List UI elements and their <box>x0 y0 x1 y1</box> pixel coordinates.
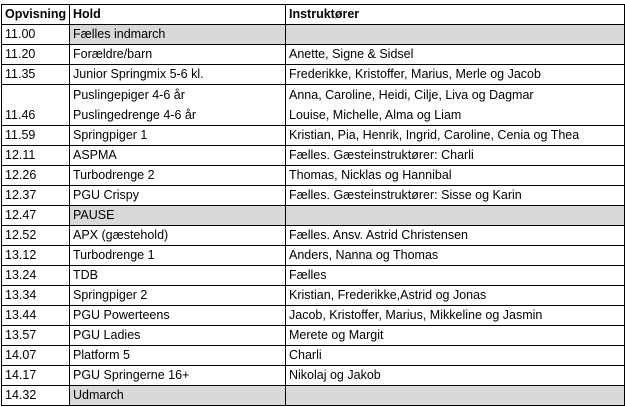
header-instructors: Instruktører <box>286 5 625 25</box>
table-row <box>2 65 625 85</box>
time-cell: 12.26 <box>2 166 70 186</box>
instructors-cell: Jacob, Kristoffer, Marius, Mikkeline og Jasmin <box>286 306 625 326</box>
team-line: Puslingepiger 4-6 år <box>73 88 185 102</box>
team-cell: Springpiger 1 <box>70 126 286 146</box>
table-row <box>2 206 625 226</box>
team-cell: APX (gæstehold) <box>70 226 286 246</box>
table-row <box>2 85 625 126</box>
instructors-cell: Frederikke, Kristoffer, Marius, Merle og Jacob <box>286 65 625 85</box>
table-row <box>2 266 625 286</box>
instructors-cell <box>286 25 625 45</box>
team-cell <box>70 85 286 126</box>
table-row <box>2 166 625 186</box>
table-row <box>2 226 625 246</box>
instructors-line: Louise, Michelle, Alma og Liam <box>289 108 462 122</box>
table-row <box>2 366 625 386</box>
instructors-cell: Nikolaj og Jakob <box>286 366 625 386</box>
team-cell: Fælles indmarch <box>70 25 286 45</box>
team-cell: PGU Ladies <box>70 326 286 346</box>
header-row <box>2 5 625 25</box>
team-cell: ASPMA <box>70 146 286 166</box>
header-time: Opvisning <box>2 5 70 25</box>
time-cell: 14.17 <box>2 366 70 386</box>
table-row <box>2 146 625 166</box>
team-cell: Forældre/barn <box>70 45 286 65</box>
time-cell: 13.12 <box>2 246 70 266</box>
time-cell: 12.47 <box>2 206 70 226</box>
instructors-cell: Fælles. Ansv. Astrid Christensen <box>286 226 625 246</box>
header-team: Hold <box>70 5 286 25</box>
team-cell: TDB <box>70 266 286 286</box>
time-cell: 12.52 <box>2 226 70 246</box>
time-cell: 14.07 <box>2 346 70 366</box>
time-cell: 12.37 <box>2 186 70 206</box>
time-cell: 13.34 <box>2 286 70 306</box>
time-cell: 13.24 <box>2 266 70 286</box>
instructors-cell: Charli <box>286 346 625 366</box>
team-cell: PAUSE <box>70 206 286 226</box>
instructors-cell <box>286 85 625 126</box>
team-cell: PGU Springerne 16+ <box>70 366 286 386</box>
instructors-cell <box>286 386 625 406</box>
table-row <box>2 186 625 206</box>
team-cell: Turbodrenge 1 <box>70 246 286 266</box>
time-cell: 12.11 <box>2 146 70 166</box>
time-cell: 11.20 <box>2 45 70 65</box>
time-cell: 13.44 <box>2 306 70 326</box>
time-cell: 11.59 <box>2 126 70 146</box>
instructors-cell: Kristian, Pia, Henrik, Ingrid, Caroline, Cenia og Thea <box>286 126 625 146</box>
instructors-cell: Anette, Signe & Sidsel <box>286 45 625 65</box>
time-cell: 11.00 <box>2 25 70 45</box>
instructors-cell <box>286 206 625 226</box>
instructors-cell: Fælles. Gæsteinstruktører: Charli <box>286 146 625 166</box>
instructors-cell: Kristian, Frederikke,Astrid og Jonas <box>286 286 625 306</box>
table-row <box>2 246 625 266</box>
table-row <box>2 306 625 326</box>
table-row <box>2 45 625 65</box>
team-cell: Udmarch <box>70 386 286 406</box>
schedule-table <box>1 4 625 406</box>
instructors-cell: Merete og Margit <box>286 326 625 346</box>
team-cell: Springpiger 2 <box>70 286 286 306</box>
team-cell: Platform 5 <box>70 346 286 366</box>
time-cell: 14.32 <box>2 386 70 406</box>
instructors-cell: Fælles. Gæsteinstruktører: Sisse og Karin <box>286 186 625 206</box>
team-line: Puslingedrenge 4-6 år <box>73 108 196 122</box>
time-cell: 11.46 <box>2 85 70 126</box>
instructors-cell: Anders, Nanna og Thomas <box>286 246 625 266</box>
instructors-cell: Thomas, Nicklas og Hannibal <box>286 166 625 186</box>
team-cell: PGU Crispy <box>70 186 286 206</box>
table-row <box>2 326 625 346</box>
team-cell: Turbodrenge 2 <box>70 166 286 186</box>
instructors-cell: Fælles <box>286 266 625 286</box>
table-row <box>2 386 625 406</box>
team-cell: PGU Powerteens <box>70 306 286 326</box>
table-row <box>2 25 625 45</box>
table-row <box>2 346 625 366</box>
instructors-line: Anna, Caroline, Heidi, Cilje, Liva og Dagmar <box>289 88 534 102</box>
time-cell: 13.57 <box>2 326 70 346</box>
table-row <box>2 286 625 306</box>
table-row <box>2 126 625 146</box>
team-cell: Junior Springmix 5-6 kl. <box>70 65 286 85</box>
time-cell: 11.35 <box>2 65 70 85</box>
